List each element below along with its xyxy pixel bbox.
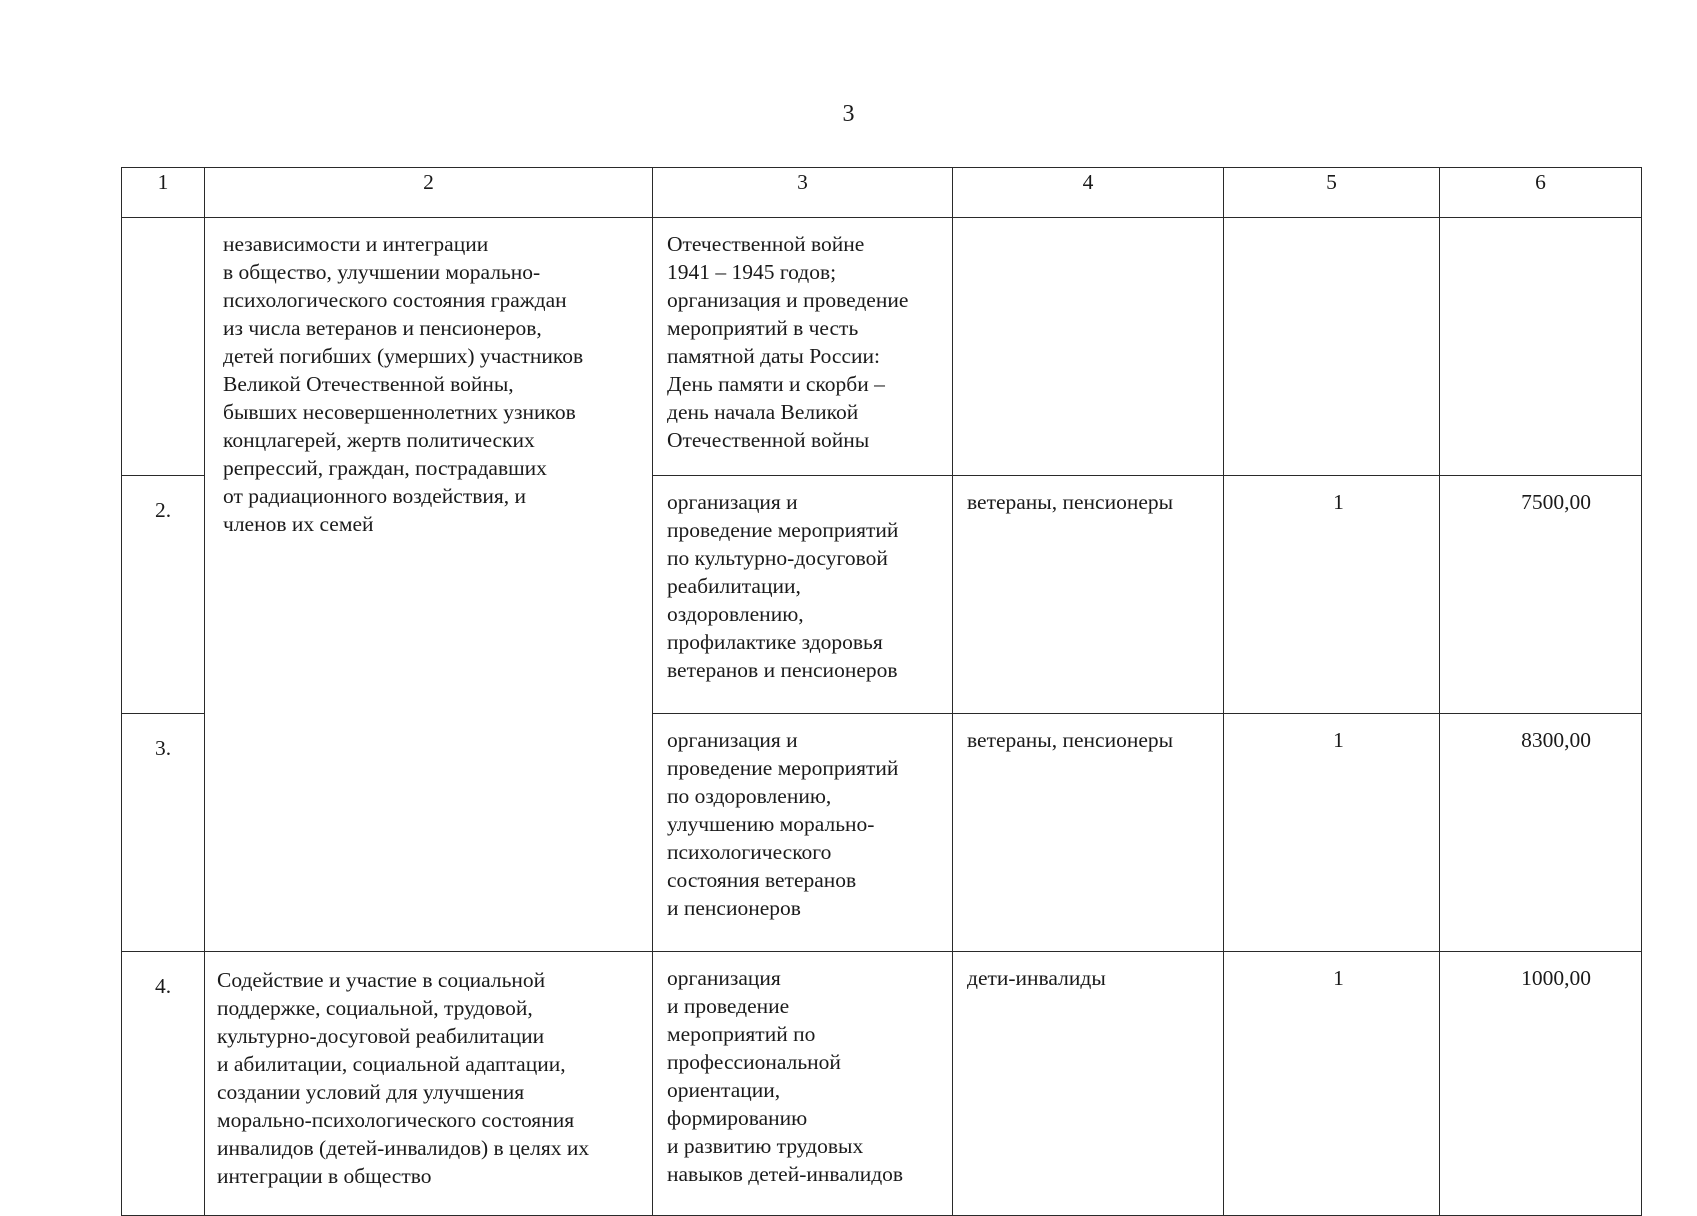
direction-text: независимости и интеграции в общество, улучшении морально- психологического состояния граждан из числа ветеранов и пенсионеров, детей погибших (умерших) участников Великой Отечественной войны, бывших несовершеннолетних узников концлагерей, жертв политических репрессий, граждан, пострадавших от радиационного воздействия, и членов их семей — [223, 232, 584, 536]
cell-direction-continued — [205, 218, 653, 952]
cell-count: 1 — [1224, 952, 1440, 1216]
cell-activity — [653, 952, 953, 1216]
cell-activity — [653, 476, 953, 714]
table-row-continuation — [122, 218, 1642, 476]
cell-number: 3. — [122, 714, 205, 952]
cell-number: 4. — [122, 952, 205, 1216]
table-row — [122, 952, 1642, 1216]
activities-table — [121, 167, 1642, 1216]
table-header — [122, 168, 1642, 218]
header-col-1: 1 — [122, 168, 205, 218]
activity-text: организация и проведение мероприятий по оздоровлению, улучшению морально- психологического состояния ветеранов и пенсионеров — [667, 728, 899, 920]
activity-text: организация и проведение мероприятий по профессиональной ориентации, формированию и развитию трудовых навыков детей-инвалидов — [667, 966, 904, 1186]
cell-amount: 7500,00 — [1440, 476, 1642, 714]
cell-number-empty — [122, 218, 205, 476]
cell-target-group: дети-инвалиды — [953, 952, 1224, 1216]
activity-text: Отечественной войне 1941 – 1945 годов; организация и проведение мероприятий в честь памятной даты России: День памяти и скорби – день начала Великой Отечественной войны — [667, 232, 909, 452]
cell-target-empty — [953, 218, 1224, 476]
direction-text: Содействие и участие в социальной поддержке, социальной, трудовой, культурно-досуговой реабилитации и абилитации, социальной адаптации, создании условий для улучшения морально-психологического состояния инвалидов (детей-инвалидов) в целях их интеграции в общество — [217, 968, 590, 1188]
cell-amount: 8300,00 — [1440, 714, 1642, 952]
cell-amount-empty — [1440, 218, 1642, 476]
page-number: 3 — [842, 101, 855, 127]
header-col-4: 4 — [953, 168, 1224, 218]
cell-count: 1 — [1224, 714, 1440, 952]
activity-text: организация и проведение мероприятий по культурно-досуговой реабилитации, оздоровлению, профилактике здоровья ветеранов и пенсионеров — [667, 490, 899, 682]
header-col-2: 2 — [205, 168, 653, 218]
cell-number: 2. — [122, 476, 205, 714]
cell-target-group: ветераны, пенсионеры — [953, 714, 1224, 952]
cell-direction — [205, 952, 653, 1216]
cell-activity — [653, 714, 953, 952]
cell-count-empty — [1224, 218, 1440, 476]
header-col-5: 5 — [1224, 168, 1440, 218]
header-col-6: 6 — [1440, 168, 1642, 218]
cell-count: 1 — [1224, 476, 1440, 714]
cell-target-group: ветераны, пенсионеры — [953, 476, 1224, 714]
header-col-3: 3 — [653, 168, 953, 218]
header-row — [122, 168, 1642, 218]
cell-activity-continued — [653, 218, 953, 476]
cell-amount: 1000,00 — [1440, 952, 1642, 1216]
